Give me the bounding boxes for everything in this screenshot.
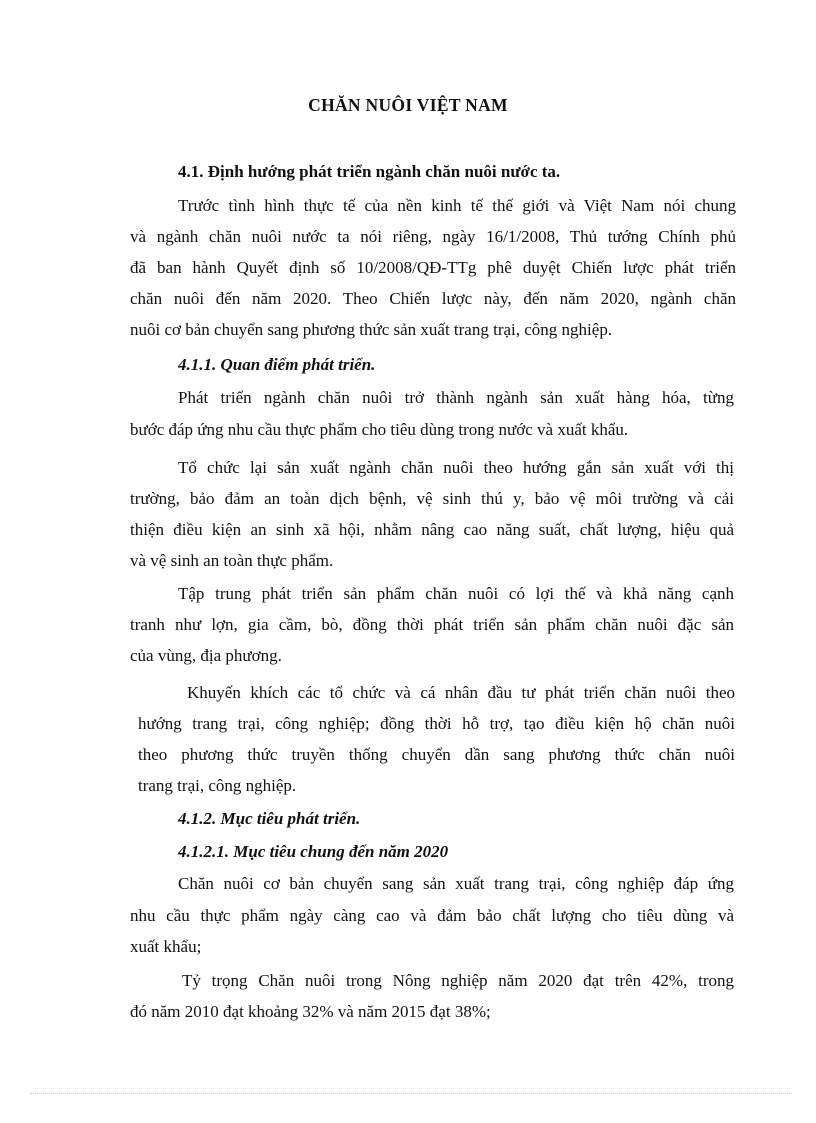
paragraph-line: Khuyến khích các tổ chức và cá nhân đầu tư phát triển chăn nuôi theo — [187, 683, 735, 702]
paragraph-line: và vệ sinh an toàn thực phẩm. — [130, 551, 334, 570]
paragraph-line: Tập trung phát triển sản phẩm chăn nuôi có lợi thế và khả năng cạnh — [178, 584, 734, 603]
paragraph-line: và ngành chăn nuôi nước ta nói riêng, ngày 16/1/2008, Thủ tướng Chính phủ — [130, 227, 736, 246]
paragraph-line: Trước tình hình thực tế của nền kinh tế thế giới và Việt Nam nói chung — [178, 196, 736, 215]
paragraph-line: bước đáp ứng nhu cầu thực phẩm cho tiêu dùng trong nước và xuất khẩu. — [130, 420, 629, 439]
paragraph-line: Tổ chức lại sản xuất ngành chăn nuôi theo hướng gắn sản xuất với thị — [178, 458, 734, 477]
section-heading-4-1: 4.1. Định hướng phát triển ngành chăn nuôi nước ta. — [178, 162, 561, 181]
paragraph-line: trang trại, công nghiệp. — [138, 776, 297, 795]
paragraph-line: đã ban hành Quyết định số 10/2008/QĐ-TTg phê duyệt Chiến lược phát triển — [130, 258, 736, 277]
section-heading-4-1-1: 4.1.1. Quan điểm phát triển. — [178, 355, 376, 374]
paragraph-line: trường, bảo đảm an toàn dịch bệnh, vệ sinh thú y, bảo vệ môi trường và cải — [130, 489, 734, 508]
paragraph-line: Chăn nuôi cơ bản chuyển sang sản xuất trang trại, công nghiệp đáp ứng — [178, 874, 734, 893]
paragraph-line: Tỷ trọng Chăn nuôi trong Nông nghiệp năm 2020 đạt trên 42%, trong — [182, 971, 734, 990]
paragraph-line: hướng trang trại, công nghiệp; đồng thời hỗ trợ, tạo điều kiện hộ chăn nuôi — [138, 714, 735, 733]
paragraph-line: thiện điều kiện an sinh xã hội, nhằm nâng cao năng suất, chất lượng, hiệu quả — [130, 520, 734, 539]
section-heading-4-1-2: 4.1.2. Mục tiêu phát triển. — [178, 809, 361, 828]
paragraph-line: nuôi cơ bản chuyển sang phương thức sản xuất trang trại, công nghiệp. — [130, 320, 613, 339]
document-title: CHĂN NUÔI VIỆT NAM — [308, 95, 508, 115]
paragraph-line: tranh như lợn, gia cầm, bò, đồng thời phát triển sản phẩm chăn nuôi đặc sản — [130, 615, 734, 634]
paragraph-line: của vùng, địa phương. — [130, 646, 282, 665]
paragraph-line: nhu cầu thực phẩm ngày càng cao và đảm bảo chất lượng cho tiêu dùng và — [130, 906, 734, 925]
paragraph-line: Phát triển ngành chăn nuôi trở thành ngành sản xuất hàng hóa, từng — [178, 388, 734, 407]
section-heading-4-1-2-1: 4.1.2.1. Mục tiêu chung đến năm 2020 — [178, 842, 449, 861]
paragraph-line: đó năm 2010 đạt khoảng 32% và năm 2015 đạt 38%; — [130, 1002, 491, 1021]
page-bottom-divider — [30, 1093, 792, 1094]
paragraph-line: xuất khẩu; — [130, 937, 202, 956]
paragraph-line: chăn nuôi đến năm 2020. Theo Chiến lược này, đến năm 2020, ngành chăn — [130, 289, 736, 308]
paragraph-line: theo phương thức truyền thống chuyển dần sang phương thức chăn nuôi — [138, 745, 735, 764]
